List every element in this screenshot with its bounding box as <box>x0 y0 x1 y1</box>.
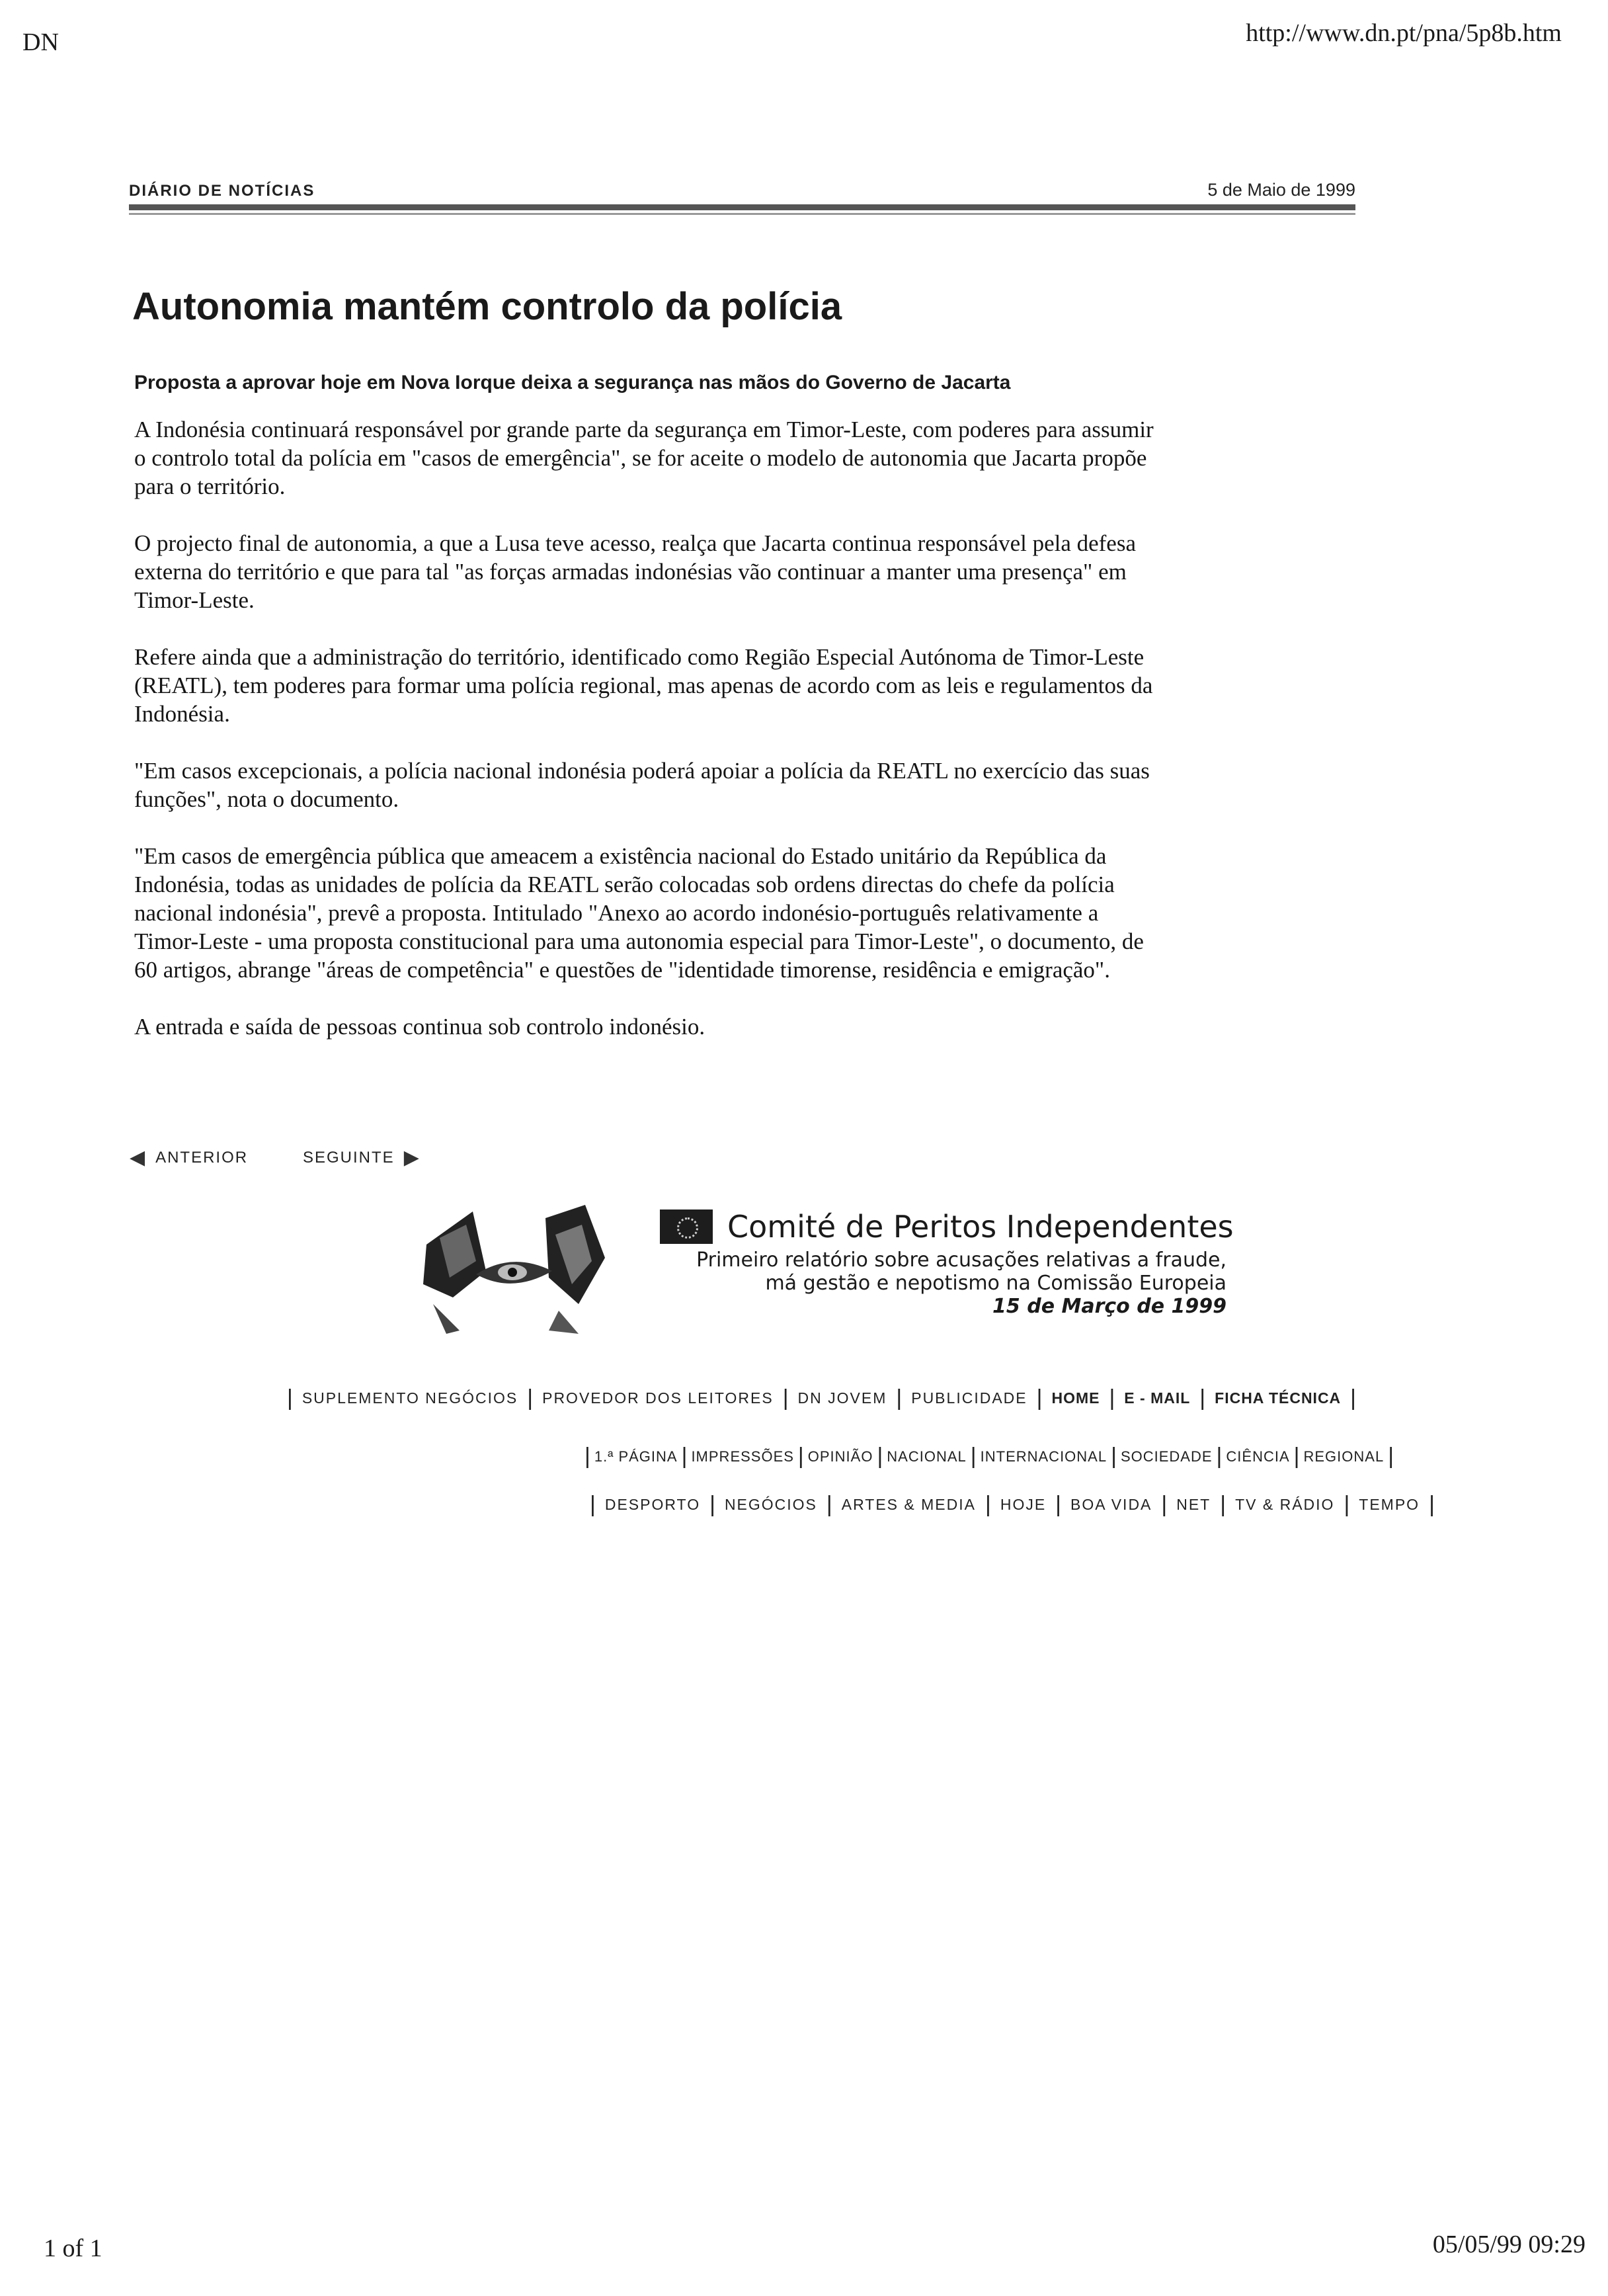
banner-text <box>622 1249 1226 1318</box>
arrow-right-icon: ▶ <box>403 1147 421 1168</box>
nav-tempo[interactable]: TEMPO <box>1359 1496 1420 1513</box>
article-paragraph: A Indonésia continuará responsável por grande parte da segurança em Timor-Leste, com poderes para assumir o controlo total da polícia em "casos de emergência", se for aceite o modelo de autonomia que Jacarta propõe para o território. <box>134 417 1154 499</box>
banner-date: 15 de Março de 1999 <box>992 1295 1226 1318</box>
nav-internacional[interactable]: INTERNACIONAL <box>980 1448 1107 1465</box>
masthead-date: 5 de Maio de 1999 <box>1207 180 1355 200</box>
masthead-rule <box>129 204 1355 210</box>
nav-net[interactable]: NET <box>1176 1496 1211 1513</box>
nav-sociedade[interactable]: SOCIEDADE <box>1120 1448 1213 1465</box>
banner-line-1: Primeiro relatório sobre acusações relativas a fraude, <box>696 1249 1226 1272</box>
nav-email[interactable]: E - MAIL <box>1124 1389 1191 1407</box>
footer-nav-row-3: | DESPORTO | NEGÓCIOS | ARTES & MEDIA | HOJE | BOA VIDA | NET | TV & RÁDIO | TEMPO | <box>590 1492 1435 1517</box>
masthead <box>129 180 1355 215</box>
nav-opiniao[interactable]: OPINIÃO <box>807 1448 873 1465</box>
next-label: SEGUINTE <box>303 1148 395 1167</box>
eye-illustration-icon <box>413 1198 612 1337</box>
print-url: http://www.dn.pt/pna/5p8b.htm <box>1246 19 1562 47</box>
footer-nav-row-1: | SUPLEMENTO NEGÓCIOS | PROVEDOR DOS LEITORES | DN JOVEM | PUBLICIDADE | HOME | E - MAIL | FICHA TÉCNICA | <box>287 1385 1357 1411</box>
nav-hoje[interactable]: HOJE <box>1000 1496 1047 1513</box>
nav-publicidade[interactable]: PUBLICIDADE <box>911 1389 1027 1407</box>
article-body <box>134 415 1166 1069</box>
print-page-count: 1 of 1 <box>44 2234 102 2262</box>
banner-title: Comité de Peritos Independentes <box>727 1209 1234 1245</box>
footer-nav-row-2: | 1.ª PÁGINA | IMPRESSÕES | OPINIÃO | NACIONAL | INTERNACIONAL | SOCIEDADE | CIÊNCIA | REGIONAL | <box>584 1444 1394 1469</box>
nav-provedor-dos-leitores[interactable]: PROVEDOR DOS LEITORES <box>542 1389 774 1407</box>
banner-artwork[interactable] <box>413 1198 612 1340</box>
article-headline: Autonomia mantém controlo da polícia <box>132 285 842 328</box>
banner-title-row[interactable] <box>660 1209 1234 1245</box>
previous-label: ANTERIOR <box>155 1148 249 1167</box>
arrow-left-icon: ◀ <box>130 1147 147 1168</box>
nav-tv-radio[interactable]: TV & RÁDIO <box>1235 1496 1335 1513</box>
article-paragraph: "Em casos excepcionais, a polícia nacional indonésia poderá apoiar a polícia da REATL no exercício das suas funções", nota o documento. <box>134 758 1150 812</box>
article-paragraph: "Em casos de emergência pública que ameacem a existência nacional do Estado unitário da República da Indonésia, todas as unidades de polícia da REATL serão colocadas sob ordens directas do chefe da polícia nacional indonésia", prevê a proposta. Intitulado "Anexo ao acordo indonésio-português relativamente a Timor-Leste - uma proposta constitucional para uma autonomia especial para Timor-Leste", o documento, de 60 artigos, abrange "áreas de competência" e questões de "identidade timorense, residência e emigração". <box>134 843 1144 983</box>
previous-link[interactable] <box>130 1146 248 1169</box>
article-subheadline: Proposta a aprovar hoje em Nova Iorque deixa a segurança nas mãos do Governo de Jacarta <box>134 372 1011 393</box>
masthead-logo[interactable]: DIÁRIO DE NOTÍCIAS <box>129 182 315 200</box>
nav-impressoes[interactable]: IMPRESSÕES <box>691 1448 794 1465</box>
article-paragraph: Refere ainda que a administração do território, identificado como Região Especial Autónoma de Timor-Leste (REATL), tem poderes para formar uma polícia regional, mas apenas de acordo com as leis e regulamentos da Indonésia. <box>134 644 1153 727</box>
print-source-label: DN <box>22 28 59 56</box>
article-paragraph: A entrada e saída de pessoas continua sob controlo indonésio. <box>134 1014 705 1040</box>
nav-desporto[interactable]: DESPORTO <box>604 1496 701 1513</box>
next-link[interactable] <box>303 1146 421 1169</box>
article-paragraph: O projecto final de autonomia, a que a Lusa teve acesso, realça que Jacarta continua responsável pela defesa externa do território e que para tal "as forças armadas indonésias vão continuar a manter uma presença" em Timor-Leste. <box>134 530 1136 613</box>
nav-boa-vida[interactable]: BOA VIDA <box>1070 1496 1152 1513</box>
nav-artes-media[interactable]: ARTES & MEDIA <box>841 1496 976 1513</box>
nav-negocios[interactable]: NEGÓCIOS <box>724 1496 817 1513</box>
nav-ficha-tecnica[interactable]: FICHA TÉCNICA <box>1215 1389 1342 1407</box>
nav-regional[interactable]: REGIONAL <box>1303 1448 1385 1465</box>
nav-dn-jovem[interactable]: DN JOVEM <box>797 1389 887 1407</box>
print-timestamp: 05/05/99 09:29 <box>1432 2231 1586 2258</box>
nav-nacional[interactable]: NACIONAL <box>887 1448 967 1465</box>
masthead-rule-thin <box>129 213 1355 215</box>
nav-primeira-pagina[interactable]: 1.ª PÁGINA <box>594 1448 678 1465</box>
nav-suplemento-negocios[interactable]: SUPLEMENTO NEGÓCIOS <box>302 1389 518 1407</box>
nav-ciencia[interactable]: CIÊNCIA <box>1226 1448 1290 1465</box>
nav-home[interactable]: HOME <box>1051 1389 1100 1407</box>
eu-flag-icon <box>660 1210 713 1244</box>
banner-line-2: má gestão e nepotismo na Comissão Europeia <box>765 1272 1226 1295</box>
